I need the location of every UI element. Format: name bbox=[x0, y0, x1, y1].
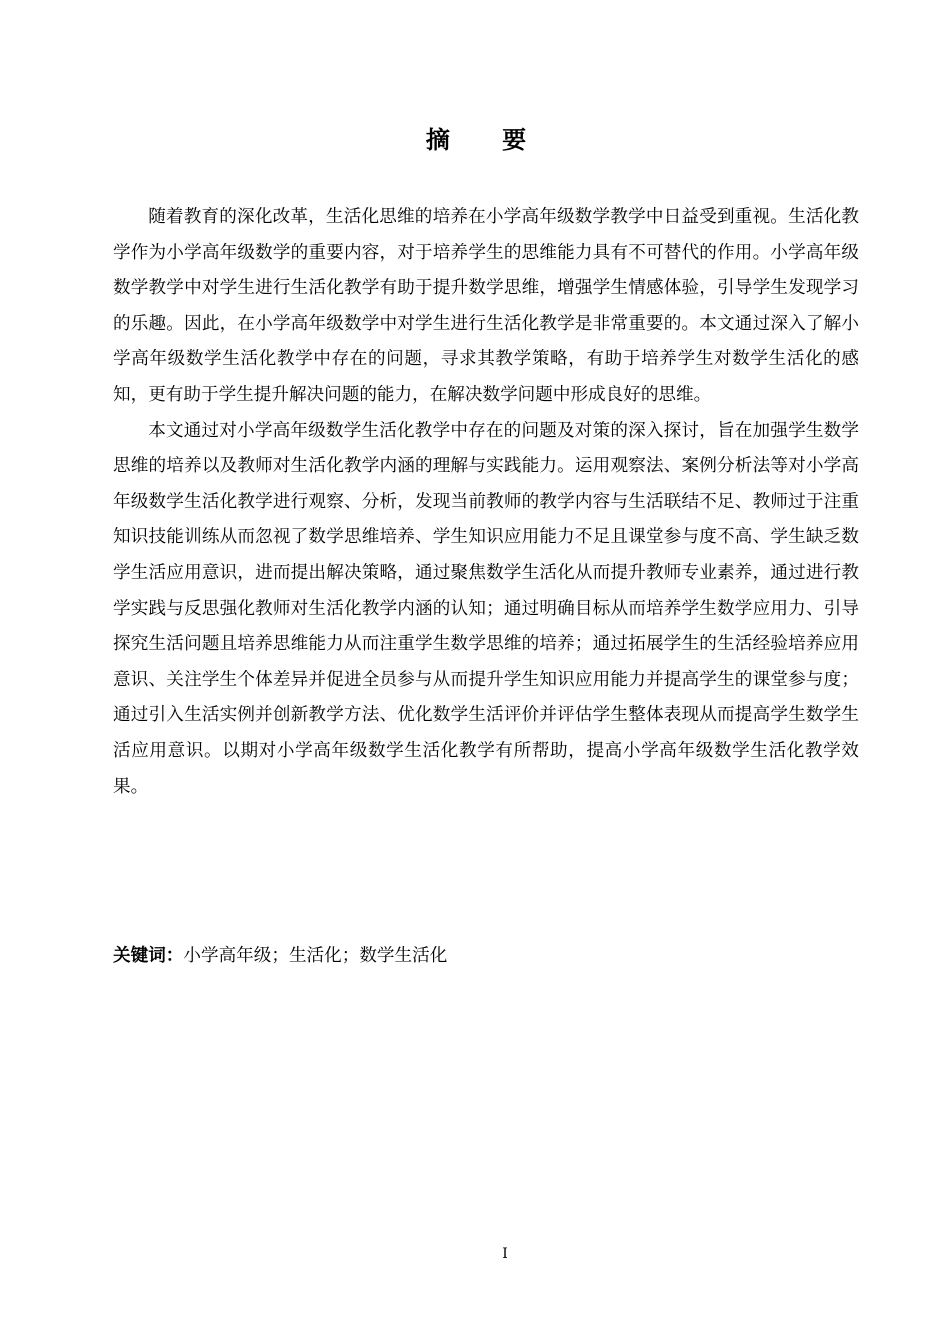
abstract-body bbox=[113, 200, 859, 805]
keywords-line bbox=[113, 938, 859, 974]
abstract-paragraph-1: 随着教育的深化改革，生活化思维的培养在小学高年级数学教学中日益受到重视。生活化教学作为小学高年级数学的重要内容，对于培养学生的思维能力具有不可替代的作用。小学高年级数学教学中对学生进行生活化教学有助于提升数学思维，增强学生情感体验，引导学生发现学习的乐趣。因此，在小学高年级数学中对学生进行生活化教学是非常重要的。本文通过深入了解小学高年级数学生活化教学中存在的问题，寻求其教学策略，有助于培养学生对数学生活化的感知，更有助于学生提升解决问题的能力，在解决数学问题中形成良好的思维。 bbox=[113, 207, 859, 405]
abstract-title: 摘 要 bbox=[425, 125, 549, 154]
page-number: I bbox=[502, 1246, 508, 1262]
keywords-label: 关键词： bbox=[113, 945, 184, 966]
keywords-value: 小学高年级；生活化；数学生活化 bbox=[183, 946, 448, 966]
abstract-paragraph-2: 本文通过对小学高年级数学生活化教学中存在的问题及对策的深入探讨，旨在加强学生数学思维的培养以及教师对生活化教学内涵的理解与实践能力。运用观察法、案例分析法等对小学高年级数学生活化教学进行观察、分析，发现当前教师的教学内容与生活联结不足、教师过于注重知识技能训练从而忽视了数学思维培养、学生知识应用能力不足且课堂参与度不高、学生缺乏数学生活应用意识，进而提出解决策略，通过聚焦数学生活化从而提升教师专业素养，通过进行教学实践与反思强化教师对生活化教学内涵的认知；通过明确目标从而培养学生数学应用力、引导探究生活问题且培养思维能力从而注重学生数学思维的培养；通过拓展学生的生活经验培养应用意识、关注学生个体差异并促进全员参与从而提升学生知识应用能力并提高学生的课堂参与度；通过引入生活实例并创新教学方法、优化数学生活评价并评估学生整体表现从而提高学生数学生活应用意识。以期对小学高年级数学生活化教学有所帮助，提高小学高年级数学生活化教学效果。 bbox=[113, 420, 859, 797]
